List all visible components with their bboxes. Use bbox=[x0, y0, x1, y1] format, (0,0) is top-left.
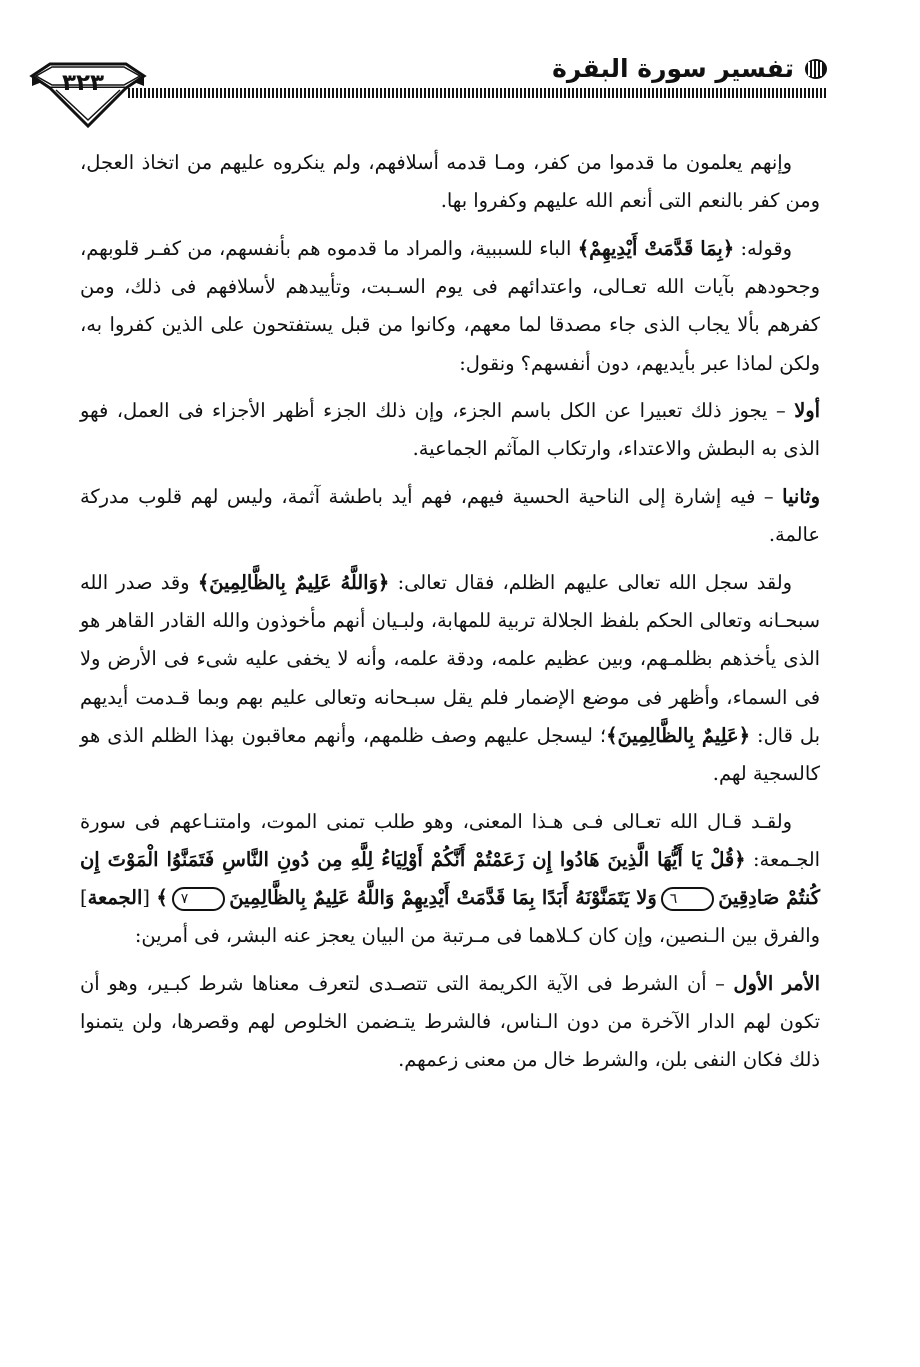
paragraph-text: وإنهم يعلمون ما قدموا من كفر، ومـا قدمه أسلافهم، ولم ينكروه عليهم من اتخاذ العجل، ومن كفر بالنعم التى أنعم الله عليهم وكفروا بها. bbox=[80, 151, 820, 213]
paragraph-4 bbox=[80, 478, 820, 554]
verse-number: ٦ bbox=[661, 887, 715, 911]
point-lead: وثانيا bbox=[782, 485, 820, 509]
paragraph-3 bbox=[80, 392, 820, 468]
paragraph-7 bbox=[80, 965, 820, 1080]
paragraph-text: ولقـد قـال الله تعـالى فـى هـذا المعنى، وهو طلب تمنى الموت، وامتنـاعهم فى سورة الجـمعة: bbox=[80, 809, 821, 871]
paragraph-text: – أن الشرط فى الآية الكريمة التى تتصـدى لتعرف معناها شرط كبـير، وهو أن تكون لهم الدار الآخرة من دون الـناس، فالشرط يتـضمن الخلوص لهم وقصرها، ولن يتمنوا ذلك فكان النفى بلن، والشرط خال من معنى زعمهم. bbox=[80, 972, 820, 1072]
paragraph-6 bbox=[80, 803, 820, 956]
point-lead: أولا bbox=[794, 399, 820, 423]
point-lead: الأمر الأول bbox=[733, 972, 820, 996]
quran-quote: ﴿عَلِيمٌ بِالظَّالِمِينَ﴾ bbox=[606, 723, 750, 747]
paragraph-text: وقوله: bbox=[734, 236, 792, 260]
ornament-icon bbox=[804, 58, 828, 80]
paragraph-text: ولقد سجل الله تعالى عليهم الظلم، فقال تعالى: bbox=[389, 571, 793, 595]
paragraph-1 bbox=[80, 144, 820, 220]
paragraph-5 bbox=[80, 564, 820, 793]
paragraph-2 bbox=[80, 230, 820, 383]
ref-bracket: ] bbox=[80, 886, 88, 910]
quran-quote: وَلا يَتَمَنَّوْنَهُ أَبَدًا بِمَا قَدَّمَتْ أَيْدِيهِمْ وَاللَّهُ عَلِيمٌ بِالظَّالِمِينَ bbox=[229, 886, 657, 910]
paragraph-text: – يجوز ذلك تعبيرا عن الكل باسم الجزء، وإن ذلك الجزء أظهر الأجزاء فى العمل، فهو الذى به البطش والاعتداء، وارتكاب المآثم الجماعية. bbox=[80, 399, 820, 461]
header-rule bbox=[128, 88, 828, 98]
ref-bracket: [ bbox=[142, 886, 157, 910]
paragraph-text: الباء للسببية، والمراد ما قدموه هم بأنفسهم، من كفـر قلوبهم، وجحودهم بآيات الله تعـالى، واعتدائهم فى يوم السـبت، وتأييدهم لأسلافهم فى ذلك، ومن كفرهم بألا يجاب الذى جاء مصدقا لما معهم، وكانوا من قبل يستفتحون على الذين كفروا به، ولكن لماذا عبر بأيديهم، دون أنفسهم؟ ونقول: bbox=[80, 236, 820, 375]
page-header bbox=[28, 40, 828, 140]
paragraph-text: وقد صدر الله سبحـانه وتعالى الحكم بلفظ الجلالة تربية للمهابة، ولبـيان أنهم مأخوذون والله القادر القاهر هو الذى يأخذهم بظلمـهم، وبين عظيم علمه، ودقة علمه، وأنه لا يخفى عليه شىء فى الأرض ولا فى السماء، وأظهر فى موضع الإضمار فلم يقل سبـحانه وتعالى عليم بهم وبما قـدمت أيديهم بل قال: bbox=[80, 571, 820, 747]
surah-reference: الجمعة bbox=[87, 886, 143, 910]
paragraph-text: – فيه إشارة إلى الناحية الحسية فيهم، فهم أيد باطشة آثمة، وليس لهم قلوب مدركة عالمة. bbox=[80, 485, 820, 547]
quran-quote: ﴿بِمَا قَدَّمَتْ أَيْدِيهِمْ﴾ bbox=[577, 236, 735, 260]
quran-close: ﴾ bbox=[156, 886, 168, 910]
page-body bbox=[80, 144, 820, 1089]
verse-number: ٧ bbox=[172, 887, 226, 911]
quran-quote: ﴿وَاللَّهُ عَلِيمٌ بِالظَّالِمِينَ﴾ bbox=[197, 571, 390, 595]
paragraph-text: ؛ ليسجل عليهم وصف ظلمهم، وأنهم معاقبون بهذا الظلم الذى هو كالسجية لهم. bbox=[80, 723, 820, 786]
paragraph-text: والفرق بين الـنصين، وإن كان كـلاهما فى مـرتبة من البيان يعجز عنه البشر، فى أمرين: bbox=[134, 924, 820, 948]
page-number: ٣٢٣ bbox=[61, 70, 105, 96]
running-title: تفسير سورة البقرة bbox=[552, 54, 794, 83]
quran-quote: ﴿قُلْ يَا أَيُّهَا الَّذِينَ هَادُوا إِن زَعَمْتُمْ أَنَّكُمْ أَوْلِيَاءُ لِلَّهِ مِن دُونِ النَّاسِ فَتَمَنَّوُا الْمَوْتَ إِن كُنتُمْ صَادِقِينَ bbox=[80, 847, 820, 910]
